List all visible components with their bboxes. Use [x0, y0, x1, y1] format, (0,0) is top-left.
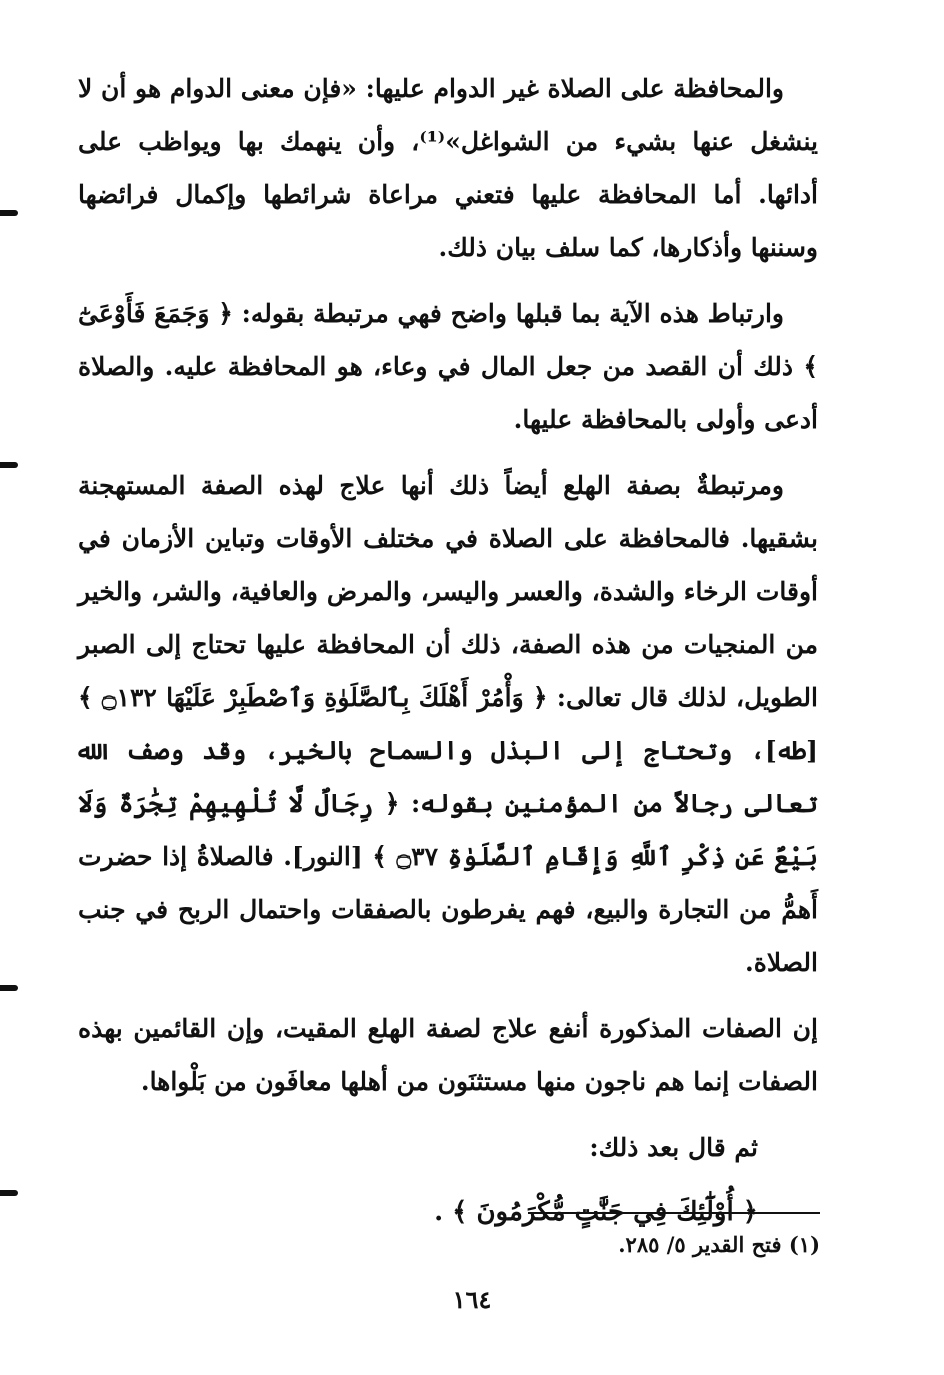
paragraph-1: والمحافظة على الصلاة غير الدوام عليها: «فإن معنى الدوام هو أن لا ينشغل عنها بشيء من الشواغل»⁽¹⁾، وأن ينهمك بها ويواظب على أدائها. أما المحافظة عليها فتعني مراعاة شرائطها وإكمال فرائضها وسننها وأذكارها، كما سلف بيان ذلك. [78, 74, 818, 262]
page-body [78, 62, 818, 1237]
footnote-divider [528, 1212, 820, 1214]
footnote: (١) فتح القدير ٥/ ٢٨٥. [618, 1232, 820, 1257]
paragraph-4: إن الصفات المذكورة أنفع علاج لصفة الهلع المقيت، وإن القائمين بهذه الصفات إنما هم ناجون منها مستثنَون من أهلها معافَون من بَلْواها. [78, 1014, 818, 1096]
scan-edge-mark [0, 985, 18, 991]
scan-edge-mark [0, 210, 18, 216]
scan-edge-mark [0, 1190, 18, 1196]
quran-verse: ﴿ أُوْلَٰٓئِكَ فِي جَنَّٰتٍ مُّكْرَمُونَ ﴾ . [434, 1197, 758, 1227]
paragraph-2: وارتباط هذه الآية بما قبلها واضح فهي مرتبطة بقوله: ﴿ وَجَمَعَ فَأَوْعَىٰٓ ﴾ ذلك أن القصد من جعل المال في وعاء، هو المحافظة عليه. والصلاة أدعى وأولى بالمحافظة عليها. [78, 299, 818, 434]
page-number: ١٦٤ [452, 1285, 492, 1314]
paragraph-5: ثم قال بعد ذلك: [589, 1133, 758, 1162]
paragraph-3: ومرتبطةٌ بصفة الهلع أيضاً ذلك أنها علاج لهذه الصفة المستهجنة بشقيها. فالمحافظة على الصلاة في مختلف الأوقات وتباين الأزمان في أوقات الرخاء والشدة، والعسر واليسر، والمرض والعافية، والشر، والخير من المنجيات من هذه الصفة، ذلك أن المحافظة عليها تحتاج إلى الصبر الطويل، لذلك قال تعالى: ﴿ وَأْمُرْ أَهْلَكَ بِٱلصَّلَوٰةِ وَٱصْطَبِرْ عَلَيْهَا ۝١٣٢ ﴾[طه]، وتحتاج إلى البذل والسماح بالخير، وقد وصف الله تعالى رجالاً من المؤمنين بقوله: ﴿ رِجَالٌ لَّا تُلْهِيهِمْ تِجَٰرَةٌ وَلَا بَيْعٌ عَن ذِكْرِ ٱللَّهِ وَإِقَامِ ٱلصَّلَوٰةِ ۝٣٧ ﴾ [النور]. فالصلاةُ إذا حضرت أَهمُّ من التجارة والبيع، فهم يفرطون بالصفقات واحتمال الربح في جنب الصلاة. [78, 471, 818, 977]
scan-edge-mark [0, 462, 18, 468]
